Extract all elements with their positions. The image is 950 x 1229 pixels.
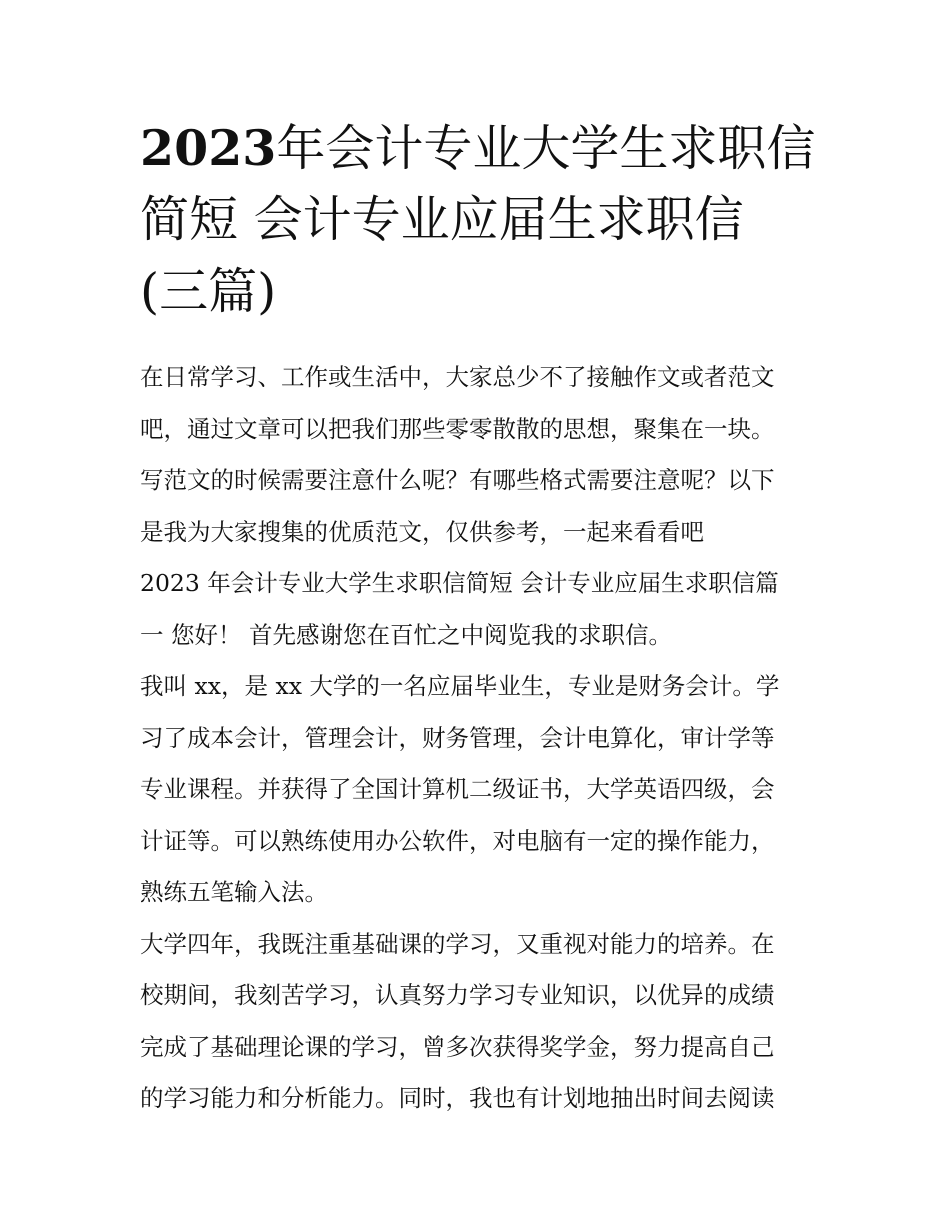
paragraph-line: 大学四年，我既注重基础课的学习，又重视对能力的培养。在	[140, 929, 775, 958]
paragraph-line: 在日常学习、工作或生活中，大家总少不了接触作文或者范文	[140, 363, 775, 391]
paragraph-line: 完成了基础理论课的学习，曾多次获得奖学金，努力提高自己	[140, 1032, 775, 1061]
paragraph-line: 一 您好！ 首先感谢您在百忙之中阅览我的求职信。	[140, 620, 672, 649]
paragraph-line: 熟练五笔输入法。	[140, 878, 328, 906]
title-line: 2023年会计专业大学生求职信	[140, 119, 816, 177]
paragraph-line: 计证等。可以熟练使用办公软件，对电脑有一定的操作能力，	[140, 826, 775, 855]
title-line: 简短 会计专业应届生求职信	[140, 191, 744, 248]
document-body	[140, 352, 820, 1125]
paragraph-line: 习了成本会计，管理会计，财务管理，会计电算化，审计学等	[140, 723, 775, 752]
paragraph-line: 是我为大家搜集的优质范文，仅供参考，一起来看看吧	[140, 517, 704, 546]
paragraph-line: 校期间，我刻苦学习，认真努力学习专业知识，以优异的成绩	[140, 981, 775, 1009]
paragraph-line: 我叫 xx，是 xx 大学的一名应届毕业生，专业是财务会计。学	[140, 672, 780, 700]
document-title	[140, 112, 820, 328]
title-line: (三篇)	[140, 263, 277, 320]
paragraph-line: 吧，通过文章可以把我们那些零零散散的思想，聚集在一块。	[140, 414, 775, 443]
paragraph-line: 专业课程。并获得了全国计算机二级证书，大学英语四级，会	[140, 775, 775, 803]
paragraph-line: 的学习能力和分析能力。同时，我也有计划地抽出时间去阅读	[140, 1084, 775, 1112]
paragraph-line: 写范文的时候需要注意什么呢？有哪些格式需要注意呢？以下	[140, 466, 775, 494]
paragraph-line: 2023 年会计专业大学生求职信简短 会计专业应届生求职信篇	[140, 569, 779, 597]
